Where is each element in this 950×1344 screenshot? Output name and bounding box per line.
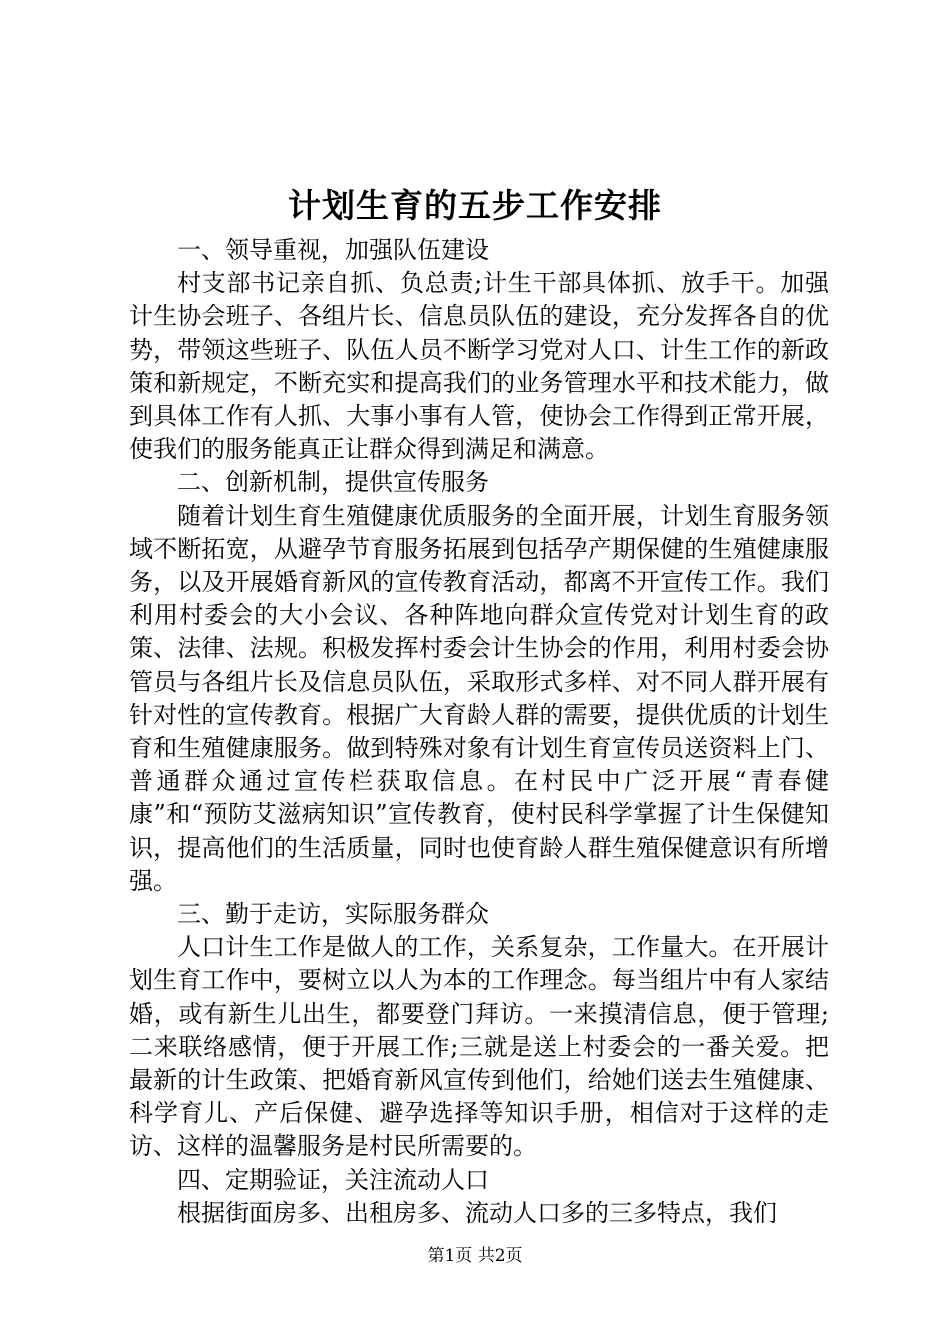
section-heading-2: 二、创新机制，提供宣传服务	[177, 468, 489, 497]
section-heading-3: 三、勤于走访，实际服务群众	[177, 900, 489, 929]
page-number-footer: 第1页 共2页	[427, 1246, 523, 1266]
section-heading-4: 四、定期验证，关注流动人口	[177, 1165, 489, 1194]
document-title: 计划生育的五步工作安排	[288, 186, 662, 225]
section-heading-1: 一、领导重视，加强队伍建设	[177, 236, 489, 264]
body-paragraph-1: 村支部书记亲自抓、负总责;计生干部具体抓、放手干。加强计生协会班子、各组片长、信息员队伍的建设，充分发挥各自的优势，带领这些班子、队伍人员不断学习党对人口、计生工作的新政策和新规定，不断充实和提高我们的业务管理水平和技术能力，做到具体工作有人抓、大事小事有人管，使协会工作得到正常开展，使我们的服务能真正让群众得到满足和满意。	[129, 269, 829, 464]
body-paragraph-2: 随着计划生育生殖健康优质服务的全面开展，计划生育服务领域不断拓宽，从避孕节育服务拓展到包括孕产期保健的生殖健康服务，以及开展婚育新风的宣传教育活动，都离不开宣传工作。我们利用村委会的大小会议、各种阵地向群众宣传党对计划生育的政策、法律、法规。积极发挥村委会计生协会的作用，利用村委会协管员与各组片长及信息员队伍，采取形式多样、对不同人群开展有针对性的宣传教育。根据广大育龄人群的需要，提供优质的计划生育和生殖健康服务。做到特殊对象有计划生育宣传员送资料上门、普通群众通过宣传栏获取信息。在村民中广泛开展“青春健康”和“预防艾滋病知识”宣传教育，使村民科学掌握了计生保健知识，提高他们的生活质量，同时也使育龄人群生殖保健意识有所增强。	[129, 501, 829, 895]
document-body	[129, 234, 829, 1230]
body-paragraph-4: 根据街面房多、出租房多、流动人口多的三多特点，我们	[177, 1198, 777, 1227]
body-paragraph-3: 人口计生工作是做人的工作，关系复杂，工作量大。在开展计划生育工作中，要树立以人为本的工作理念。每当组片中有人家结婚，或有新生儿出生，都要登门拜访。一来摸清信息，便于管理;二来联络感情，便于开展工作;三就是送上村委会的一番关爱。把最新的计生政策、把婚育新风宣传到他们，给她们送去生殖健康、科学育儿、产后保健、避孕选择等知识手册，相信对于这样的走访、这样的温馨服务是村民所需要的。	[129, 933, 829, 1161]
